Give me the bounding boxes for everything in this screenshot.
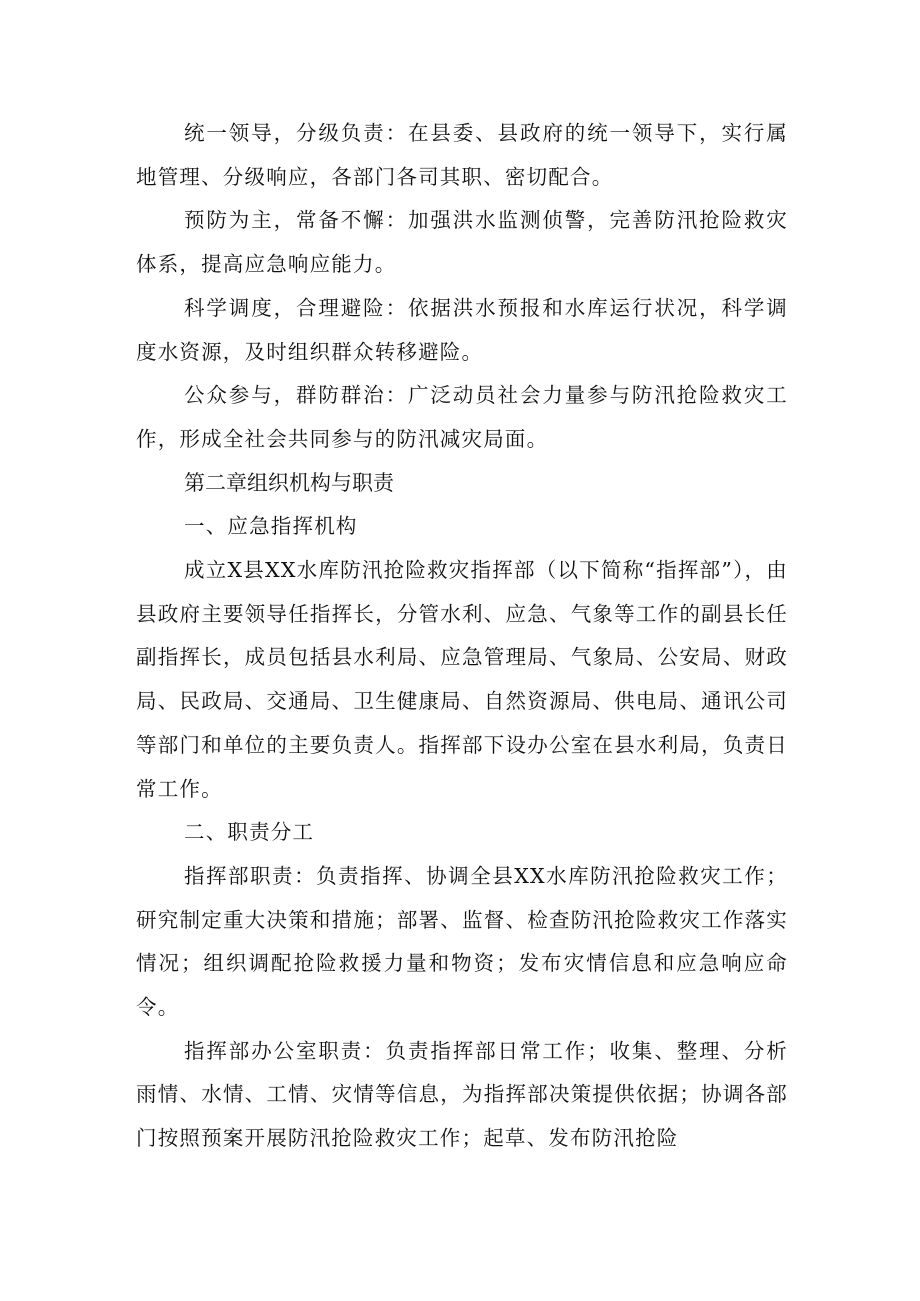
section-title-command: 一、应急指挥机构 xyxy=(184,514,358,539)
section-title-duties: 二、职责分工 xyxy=(184,820,315,845)
duties-paragraph-1: 指挥部职责：负责指挥、协调全县XX水库防汛抢险救灾工作；研究制定重大决策和措施；部署、监督、检查防汛抢险救灾工作落实情况；组织调配抢险救援力量和物资；发布灾情信息和应急响应命令。 xyxy=(136,863,788,1020)
document-body xyxy=(136,112,788,1161)
duties-paragraph-2: 指挥部办公室职责：负责指挥部日常工作；收集、整理、分析雨情、水情、工情、灾情等信息，为指挥部决策提供依据；协调各部门按照预案开展防汛抢险救灾工作；起草、发布防汛抢险 xyxy=(136,1038,788,1151)
principle-paragraph-2: 预防为主，常备不懈：加强洪水监测侦警，完善防汛抢险救灾体系，提高应急响应能力。 xyxy=(136,208,788,277)
section-body-command: 成立X县XX水库防汛抢险救灾指挥部（以下简称“指挥部”），由县政府主要领导任指挥长，分管水利、应急、气象等工作的副县长任副指挥长，成员包括县水利局、应急管理局、气象局、公安局、财政局、民政局、交通局、卫生健康局、自然资源局、供电局、通讯公司等部门和单位的主要负责人。指挥部下设办公室在县水利局，负责日常工作。 xyxy=(136,558,788,801)
principle-paragraph-4: 公众参与，群防群治：广泛动员社会力量参与防汛抢险救灾工作，形成全社会共同参与的防汛减灾局面。 xyxy=(136,383,788,451)
chapter-title: 第二章组织机构与职责 xyxy=(184,470,394,495)
principle-paragraph-3: 科学调度，合理避险：依据洪水预报和水库运行状况，科学调度水资源，及时组织群众转移避险。 xyxy=(136,295,788,364)
principle-paragraph-1: 统一领导，分级负责：在县委、县政府的统一领导下，实行属地管理、分级响应，各部门各司其职、密切配合。 xyxy=(136,121,788,189)
